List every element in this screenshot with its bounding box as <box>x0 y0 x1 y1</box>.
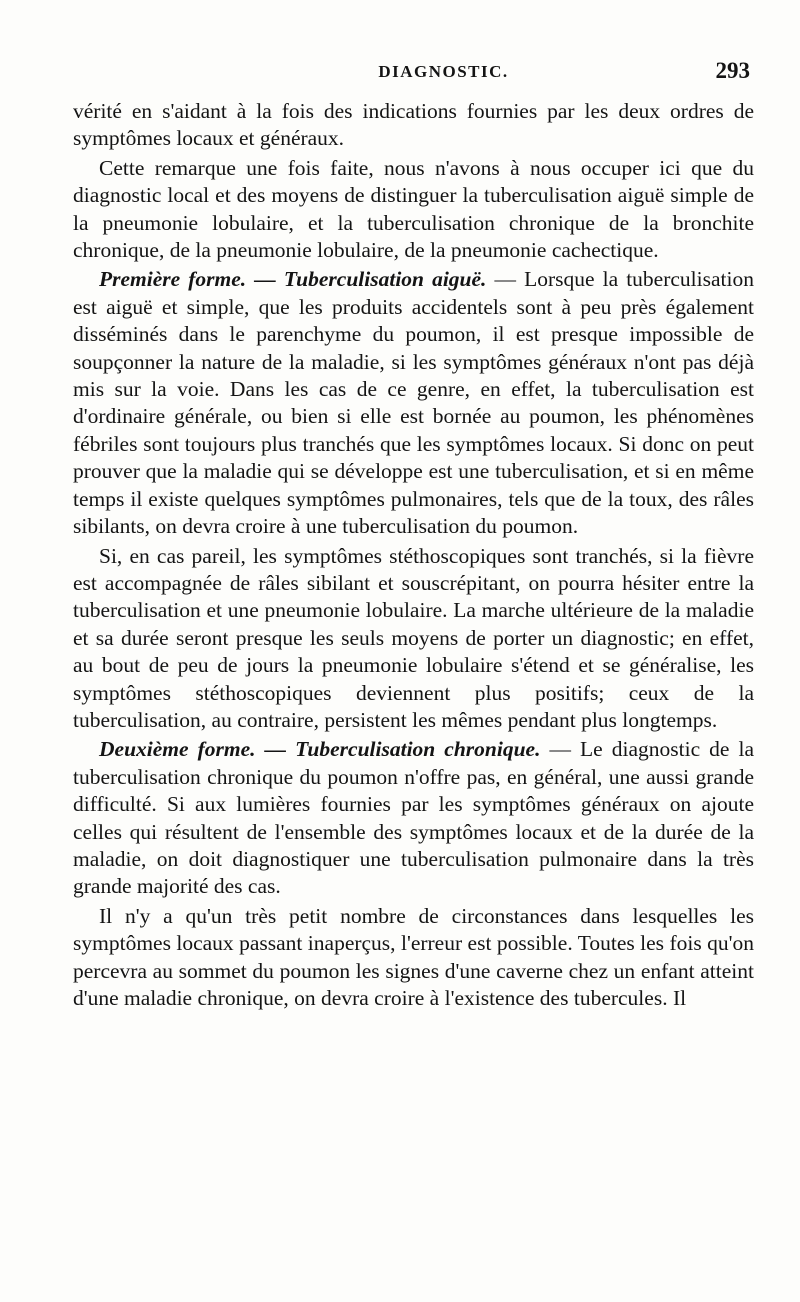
paragraph-text: — Le diagnostic de la tuberculisation chronique du poumon n'offre pas, en général, une aussi grande difficulté. Si aux lumières fournies par les symptômes généraux on ajoute celles qui résultent de l'ensemble des symptômes locaux et de la durée de la maladie, on doit diagnostiquer une tuberculisation pulmonaire dans la très grande majorité des cas. <box>73 737 754 899</box>
paragraph-first-form <box>73 266 754 540</box>
body-text <box>73 98 754 1012</box>
paragraph-intro <box>73 155 754 265</box>
section-title-second-form: Deuxième forme. — Tuberculisation chronique. <box>99 737 541 762</box>
paragraph-continued <box>73 98 754 153</box>
paragraph-text: — Lorsque la tuberculisation est aiguë et simple, que les produits accidentels sont à peu près également disséminés dans le parenchyme du poumon, il est presque impossible de soupçonner la nature de la maladie, si les symptômes généraux n'ont pas déjà mis sur la voie. Dans les cas de ce genre, en effet, la tuberculisation est d'ordinaire générale, ou bien si elle est bornée au poumon, les phénomènes fébriles sont toujours plus tranchés que les symptômes locaux. Si donc on peut prouver que la maladie qui se développe est une tuberculisation, et si en même temps il existe quelques symptômes pulmonaires, tels que de la toux, des râles sibilants, on devra croire à une tuberculisation du poumon. <box>73 267 754 539</box>
paragraph-differential <box>73 543 754 735</box>
page-number: 293 <box>715 58 750 83</box>
section-title-first-form: Première forme. — Tuberculisation aiguë. <box>99 267 487 292</box>
paragraph-text: Si, en cas pareil, les symptômes stéthoscopiques sont tranchés, si la fièvre est accompagnée de râles sibilant et souscrépitant, on pourra hésiter entre la tuberculisation et une pneumonie lobulaire. La marche ultérieure de la maladie et sa durée seront presque les seuls moyens de porter un diagnostic; en effet, au bout de peu de jours la pneumonie lobulaire s'étend et se généralise, les symptômes stéthoscopiques deviennent plus positifs; ceux de la tuberculisation, au contraire, persistent les mêmes pendant plus longtemps. <box>73 543 754 732</box>
page-header <box>73 58 754 98</box>
paragraph-text: vérité en s'aidant à la fois des indications fournies par les deux ordres de symptômes locaux et généraux. <box>73 99 754 151</box>
running-head: DIAGNOSTIC. <box>378 62 509 81</box>
paragraph-second-form <box>73 736 754 900</box>
paragraph-circumstances <box>73 903 754 1013</box>
paragraph-text: Cette remarque une fois faite, nous n'avons à nous occuper ici que du diagnostic local et des moyens de distinguer la tuberculisation aiguë simple de la pneumonie lobulaire, et la tuberculisation chronique de la bronchite chronique, de la pneumonie lobulaire, de la pneumonie cachectique. <box>73 155 754 263</box>
paragraph-text: Il n'y a qu'un très petit nombre de circonstances dans lesquelles les symptômes locaux passant inaperçus, l'erreur est possible. Toutes les fois qu'on percevra au sommet du poumon les signes d'une caverne chez un enfant atteint d'une maladie chronique, on devra croire à l'existence des tubercules. Il <box>73 903 754 1010</box>
